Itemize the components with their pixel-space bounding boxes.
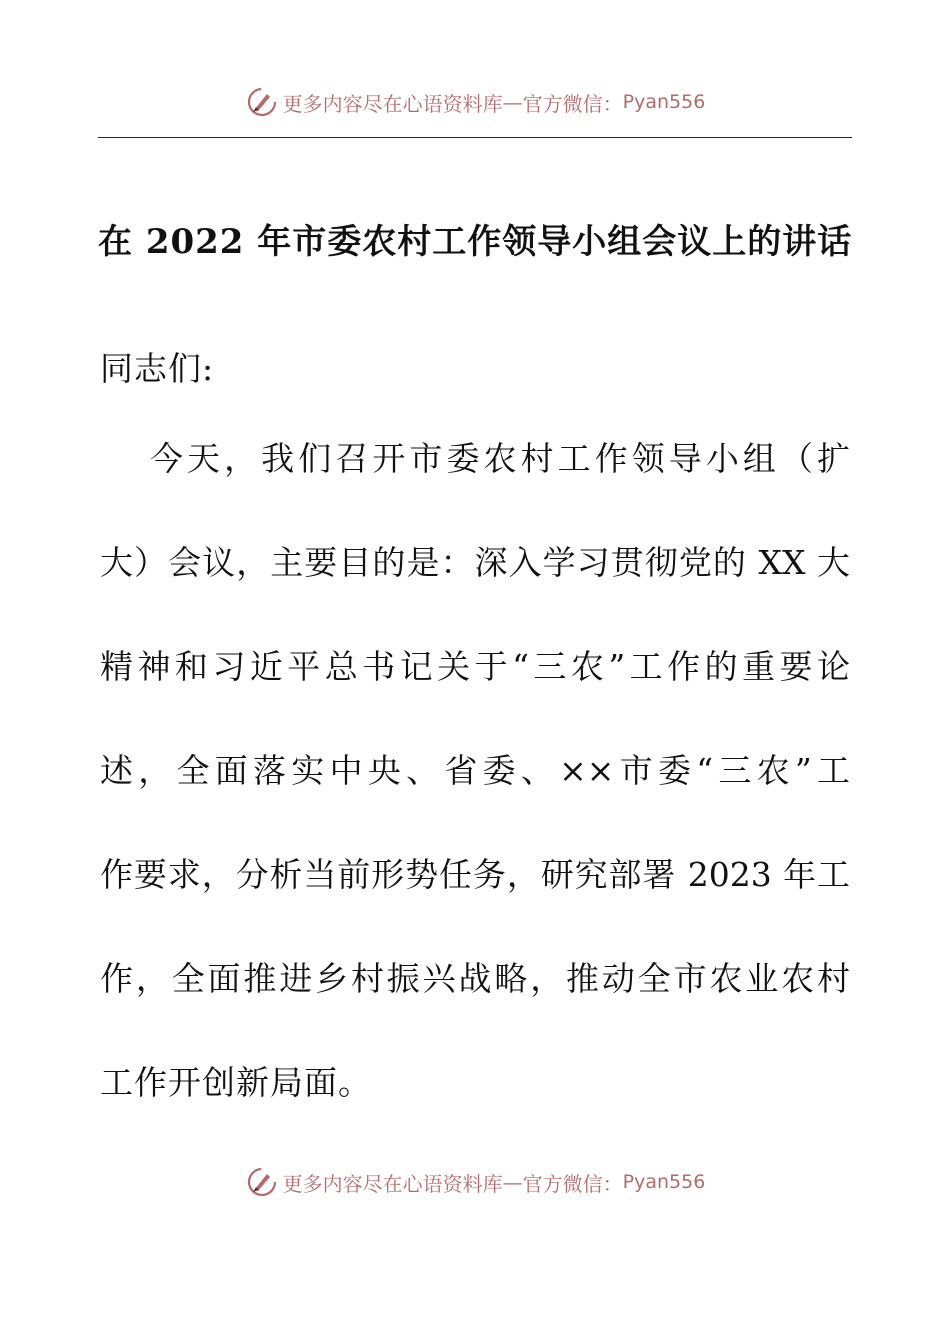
- document-title: 在 2022 年市委农村工作领导小组会议上的讲话: [98, 222, 853, 262]
- salutation: 同志们:: [100, 349, 215, 388]
- banner-wechat-id: Pyan556: [622, 1171, 706, 1193]
- paragraph-line: 精神和习近平总书记关于“三农”工作的重要论: [100, 647, 850, 686]
- paragraph-line: 作要求，分析当前形势任务，研究部署 2023 年工: [100, 855, 850, 894]
- header-watermark-banner: [0, 80, 950, 124]
- header-divider: [98, 137, 852, 138]
- paragraph-line: 述，全面落实中央、省委、××市委“三农”工: [100, 751, 850, 790]
- paragraph-line: 工作开创新局面。: [100, 1063, 372, 1102]
- banner-wechat-label: 官方微信：: [522, 1171, 623, 1196]
- paragraph-line: 大）会议，主要目的是：深入学习贯彻党的 XX 大: [100, 543, 850, 582]
- banner-slogan: 更多内容尽在心语资料库: [282, 91, 503, 116]
- banner-wechat-id: Pyan556: [622, 91, 706, 113]
- pen-circle-logo-icon: [245, 1165, 279, 1199]
- banner-dash: —: [502, 90, 523, 114]
- banner-slogan: 更多内容尽在心语资料库: [282, 1171, 503, 1196]
- banner-wechat-label: 官方微信：: [522, 91, 623, 116]
- footer-watermark-banner: [0, 1160, 950, 1204]
- pen-circle-logo-icon: [245, 85, 279, 119]
- banner-dash: —: [502, 1170, 523, 1194]
- paragraph-line: 今天，我们召开市委农村工作领导小组（扩: [150, 439, 850, 478]
- paragraph-line: 作，全面推进乡村振兴战略，推动全市农业农村: [100, 959, 850, 998]
